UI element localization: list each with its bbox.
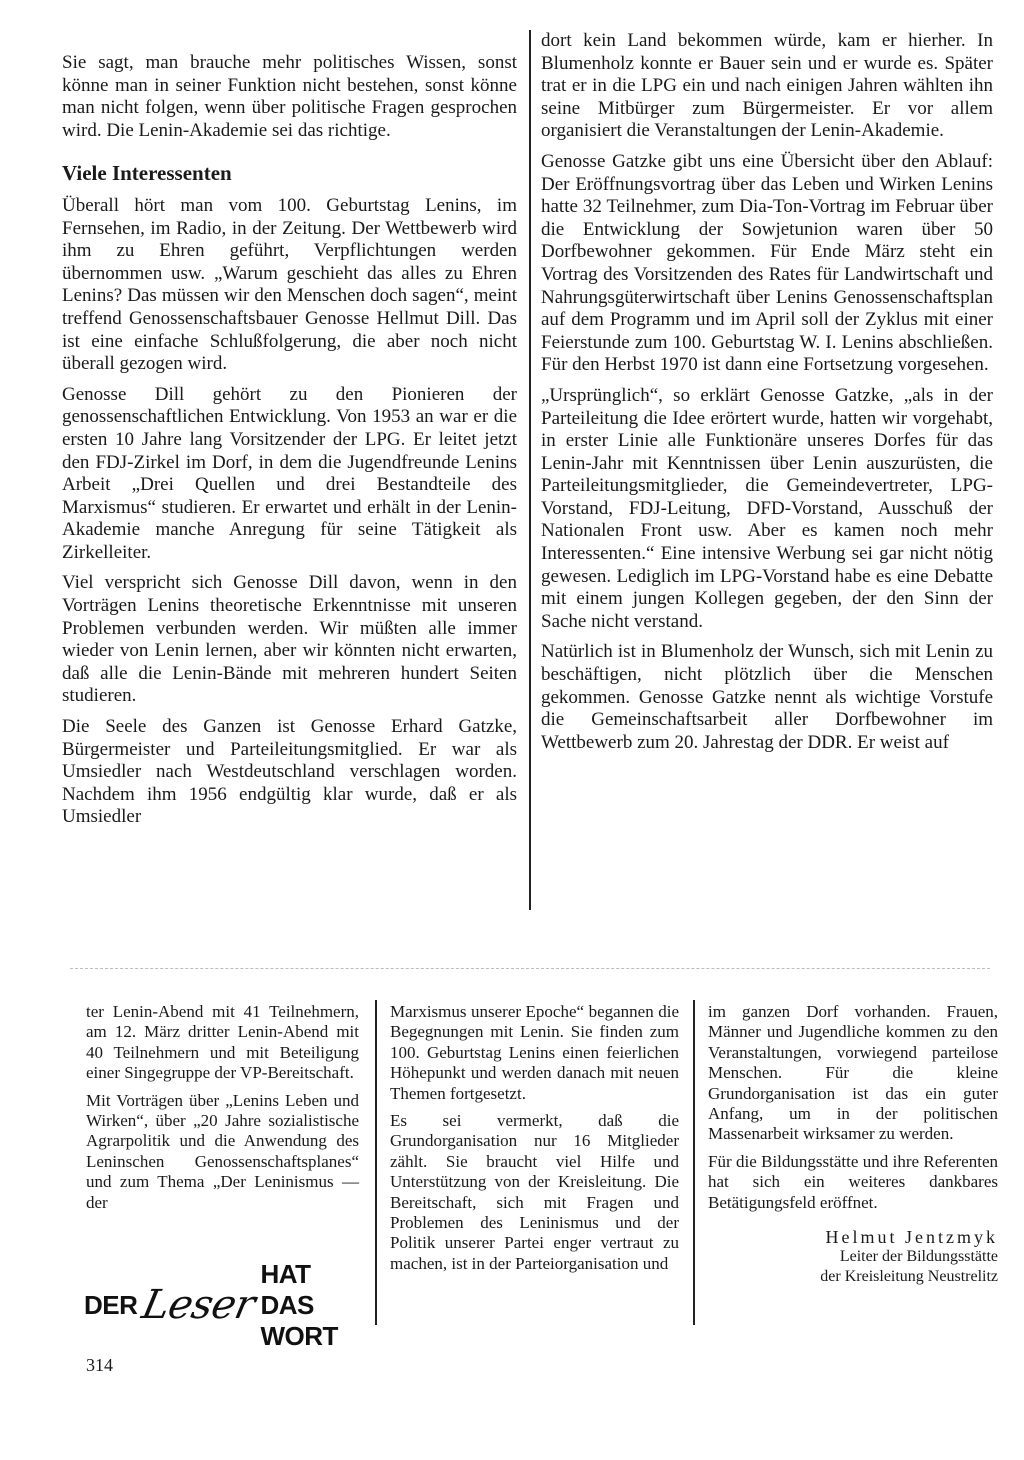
author-role-line: der Kreisleitung Neustrelitz: [820, 1268, 998, 1286]
section-heading: Viele Interessenten: [62, 161, 232, 186]
page-number: 314: [86, 1355, 113, 1375]
column-divider: [529, 30, 531, 910]
paragraph: im ganzen Dorf vorhanden. Frauen, Männer und Jugendliche kommen zu den Veranstaltungen, vorwiegend parteilose Menschen. Für die kleine Grundorganisation ist das ein guter Anfang, um in der politischen Massenarbeit wirksamer zu werden.: [708, 1002, 998, 1144]
paragraph: Es sei vermerkt, daß die Grundorganisation nur 16 Mitglieder zählt. Sie braucht viel Hilfe und Unterstützung von der Kreisleitung. Die Bereitschaft, sich mit Fragen und Problemen des Leninismus und der Politik unserer Partei enger vertraut zu machen, ist in der Parteiorganisation und: [390, 1111, 679, 1273]
paragraph: ter Lenin-Abend mit 41 Teilnehmern, am 12. März dritter Lenin-Abend mit 40 Teilnehmern und mit Beteiligung einer Singegruppe der VP-Bereitschaft.: [86, 1002, 359, 1083]
article-column-bottom-1: [86, 1002, 359, 1220]
banner-script-text: Leser: [138, 1282, 260, 1328]
paragraph: dort kein Land bekommen würde, kam er hierher. In Blumenholz konnte er Bauer sein und er wurde es. Später trat er in die LPG ein und nach einigen Jahren wählten ihn seine Mitbürger zum Bürgermeister. Er vor allem organisiert die Veranstaltungen der Lenin-Akademie.: [541, 30, 993, 142]
paragraph: Natürlich ist in Blumenholz der Wunsch, sich mit Lenin zu beschäftigen, nicht plötzlich über die Menschen gekommen. Genosse Gatzke nennt als wichtige Vorstufe die Gemeinschaftsarbeit aller Dorfbewohner im Wettbewerb zum 20. Jahrestag der DDR. Er weist auf: [541, 641, 993, 753]
paragraph: Sie sagt, man brauche mehr politisches Wissen, sonst könne man in seiner Funktion nicht bestehen, sonst könne man nicht folgen, wenn über politische Fragen gesprochen wird. Die Lenin-Akademie sei das richtige.: [62, 52, 517, 141]
article-column-top-right: [541, 30, 993, 762]
paragraph: Viel verspricht sich Genosse Dill davon, wenn in den Vorträgen Lenins theoretische Erkenntnisse mit unseren Problemen verbunden werden. Wir müßten alle immer wieder von Lenin lernen, aber wir könnten nicht erwarten, daß alle die Lenin-Bände mit mehreren hundert Seiten studieren.: [62, 572, 517, 707]
author-name: Helmut Jentzmyk: [825, 1227, 998, 1248]
column-divider: [375, 1000, 377, 1325]
author-role-line: Leiter der Bildungsstätte: [839, 1248, 998, 1266]
paragraph: Die Seele des Ganzen ist Genosse Erhard Gatzke, Bürgermeister und Parteileitungsmitglied. Er war als Umsiedler nach Westdeutschland verschlagen worden. Nachdem ihm 1956 endgültig klar wurde, daß er als Umsiedler: [62, 716, 517, 828]
article-column-bottom-3: [708, 1002, 998, 1287]
section-divider: [70, 968, 990, 970]
banner-text: HAT DAS WORT: [260, 1258, 338, 1351]
paragraph: Für die Bildungsstätte und ihre Referenten hat sich ein weiteres dankbares Betätigungsfeld eröffnet.: [708, 1151, 998, 1212]
article-column-bottom-2: [390, 1002, 679, 1281]
banner-text: DER: [84, 1289, 138, 1320]
article-column-top-left: [62, 52, 517, 837]
section-banner-logo: [84, 1258, 364, 1351]
column-divider: [693, 1000, 695, 1325]
paragraph: Genosse Dill gehört zu den Pionieren der genossenschaftlichen Entwicklung. Von 1953 an war er die ersten 10 Jahre lang Vorsitzender der LPG. Er leitet jetzt den FDJ-Zirkel im Dorf, in dem die Jugendfreunde Lenins Arbeit „Drei Quellen und drei Bestandteile des Marxismus“ studieren. Er erwartet und erhält in der Lenin-Akademie manche Anregung für seine Tätigkeit als Zirkelleiter.: [62, 383, 517, 563]
paragraph: „Ursprünglich“, so erklärt Genosse Gatzke, „als in der Parteileitung die Idee erörtert wurde, hatten wir vorgehabt, in erster Linie alle Funktionäre unseres Dorfes für das Lenin-Jahr mit Kenntnissen über Lenin auszurüsten, die Parteileitungsmitglieder, die Gemeindevertreter, LPG-Vorstand, FDJ-Leitung, DFD-Vorstand, Ausschuß der Nationalen Front usw. Aber es kamen noch mehr Interessenten.“ Eine intensive Werbung sei gar nicht nötig gewesen. Lediglich im LPG-Vorstand habe es eine Debatte mit einem jungen Kollegen gegeben, der den Sinn der Sache nicht verstand.: [541, 384, 993, 632]
author-signature: [708, 1227, 998, 1287]
paragraph: Überall hört man vom 100. Geburtstag Lenins, im Fernsehen, im Radio, in der Zeitung. Der Wettbewerb wird ihm zu Ehren geführt, Verpflichtungen werden übernommen usw. „Warum geschieht das alles zu Ehren Lenins? Das müssen wir den Menschen doch sagen“, meint treffend Genossenschaftsbauer Genosse Hellmut Dill. Das ist eine einfache Schlußfolgerung, die aber noch nicht überall gezogen wird.: [62, 194, 517, 375]
paragraph: Mit Vorträgen über „Lenins Leben und Wirken“, über „20 Jahre sozialistische Agrarpolitik und die Anwendung des Leninschen Genossenschaftsplanes“ und zum Thema „Der Leninismus — der: [86, 1090, 359, 1212]
paragraph: Marxismus unserer Epoche“ begannen die Begegnungen mit Lenin. Sie finden zum 100. Geburtstag Lenins einen feierlichen Höhepunkt und werden danach mit neuen Themen fortgesetzt.: [390, 1002, 679, 1103]
paragraph: Genosse Gatzke gibt uns eine Übersicht über den Ablauf: Der Eröffnungsvortrag über das Leben und Wirken Lenins hatte 32 Teilnehmer, zum Dia-Ton-Vortrag im Februar über die Entwicklung der Sowjetunion waren über 50 Dorfbewohner gekommen. Für Ende März steht ein Vortrag des Vorsitzenden des Rates für Landwirtschaft und Nahrungsgüterwirtschaft über Lenins Genossenschaftsplan auf dem Programm und im April soll der Zyklus mit einer Feierstunde zum 100. Geburtstag W. I. Lenins abschließen. Für den Herbst 1970 ist dann eine Fortsetzung vorgesehen.: [541, 150, 993, 376]
